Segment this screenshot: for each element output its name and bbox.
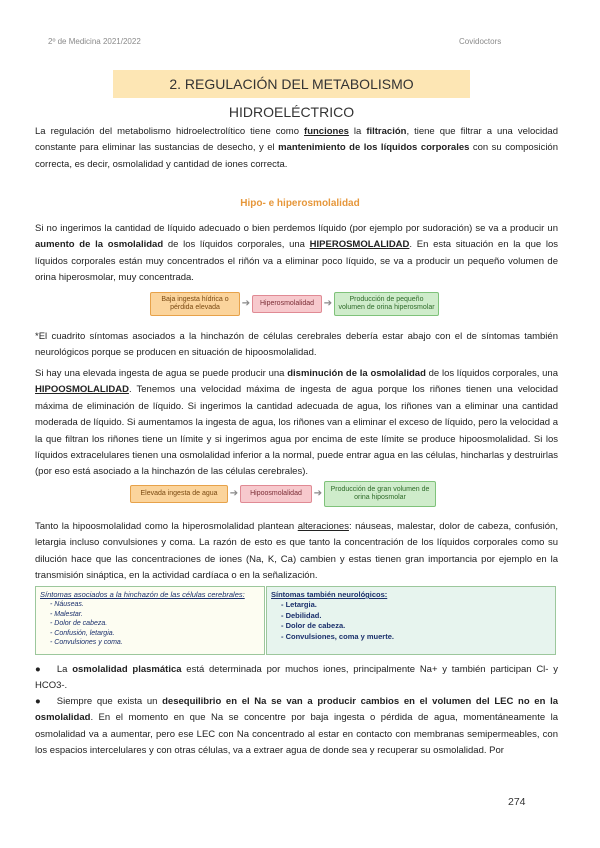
list-item: - Debilidad.: [281, 611, 555, 622]
page-title: 2. REGULACIÓN DEL METABOLISMO HIDROELÉCTRICO: [113, 70, 470, 98]
flow-box-low-intake: Baja ingesta hídrica o pérdida elevada: [150, 292, 240, 316]
intro-paragraph: La regulación del metabolismo hidroelectrolítico tiene como funciones la filtración, tiene que filtrar a una velocidad constante para eliminar las sustancias de desecho, y el mantenimiento de los líquidos corporales con su composición correcta, es decir, osmolalidad y cantidad de iones correcta.: [35, 126, 559, 170]
arrow-icon: ➔: [229, 488, 239, 499]
alterations-paragraph: Tanto la hipoosmolalidad como la hiperosmolalidad plantean alteraciones: náuseas, malestar, dolor de cabeza, confusión, letargia incluso convulsiones y coma. La razón de esto es que tanto la concentración de los líquidos corporales como su dilución hace que las concentraciones de iones (Na, K, Ca) cambien y estas tienen gran importancia por ejemplo en la transmisión sináptica, en la actividad cardíaca o en la señalización.: [35, 521, 558, 582]
symptoms-neurological-box: [266, 586, 556, 655]
list-item: - Malestar.: [50, 610, 264, 620]
list-item: - Letargia.: [281, 600, 555, 611]
list-item: - Convulsiones y coma.: [50, 638, 264, 648]
flow-box-small-volume: Producción de pequeño volumen de orina hiperosmolar: [334, 292, 439, 316]
arrow-icon: ➔: [313, 488, 323, 499]
header-course: 2º de Medicina 2021/2022: [48, 37, 141, 46]
list-item: - Náuseas.: [50, 600, 264, 610]
flow-diagram-hypo: [130, 481, 436, 507]
list-item: - Convulsiones, coma y muerte.: [281, 632, 555, 643]
bullet-na-imbalance: ● Siempre que exista un desequilibrio en el Na se van a producir cambios en el volumen del LEC no en la osmolalidad. En el momento en que Na se concentre por baja ingesta o pérdida de agua, momentáneamente la osmolalidad va a aumentar, pero ese LEC con Na concentrado al estar en contacto con membranas semipermeables, con los espacios intercelulares y con otras células, va a extraer agua de donde sea y recuperar su osmolalidad. Por: [35, 696, 558, 757]
arrow-icon: ➔: [241, 298, 251, 309]
bullet-icon: ●: [35, 664, 43, 675]
symptoms-brain-swelling-box: [35, 586, 265, 655]
symptoms-brain-header: Síntomas asociados a la hinchazón de las células cerebrales:: [40, 590, 245, 599]
header-author: Covidoctors: [459, 37, 502, 46]
bullet-icon: ●: [35, 696, 43, 707]
section-title: Hipo- e hiperosmolalidad: [240, 198, 360, 209]
page-number: 274: [508, 796, 526, 808]
hyper-paragraph: Si no ingerimos la cantidad de líquido adecuado o bien perdemos líquido (por ejemplo por sudoración) se va a producir un aumento de la osmolalidad de los líquidos corporales, una HIPEROSMOLALIDAD. En esta situación en la que los líquidos corporales están muy concentrados el riñón va a eliminar poco líquido, se va a producir un pequeño volumen de orina hiperosmolar, muy concentrada.: [35, 223, 558, 284]
list-item: - Dolor de cabeza.: [281, 621, 555, 632]
flow-box-hyperosmolality: Hiperosmolalidad: [252, 295, 322, 313]
symptoms-neuro-header: Síntomas también neurológicos:: [271, 590, 388, 599]
list-item: - Confusión, letargia.: [50, 629, 264, 639]
flow-box-large-volume: Producción de gran volumen de orina hiposmolar: [324, 481, 436, 507]
list-item: - Dolor de cabeza.: [50, 619, 264, 629]
hypo-paragraph: Si hay una elevada ingesta de agua se puede producir una disminución de la osmolalidad de los líquidos corporales, una HIPOOSMOLALIDAD. Tenemos una velocidad máxima de ingesta de agua porque los riñones tienen una velocidad máxima de eliminación de líquido. Si ingerimos la cantidad adecuada de agua, los riñones van a eliminar una cantidad moderada de líquido. Si aumentamos la ingesta de agua, los riñones van a eliminar el exceso de líquido, pero la velocidad a la que filtran los riñones tiene un límite y si ingerimos agua por encima de este límite se produce hipoosmolalidad. Si los líquidos extracelulares tienen una osmolalidad inferior a la normal, puede entrar agua en las células, hincharlas y destruirlas (por eso está asociado a la hinchazón de las células cerebrales).: [35, 368, 558, 478]
flow-box-high-intake: Elevada ingesta de agua: [130, 485, 228, 503]
arrow-icon: ➔: [323, 298, 333, 309]
note-paragraph: *El cuadrito síntomas asociados a la hinchazón de células cerebrales debería estar abajo con el de síntomas también neurológicos porque se producen en situación de hipoosmolalidad.: [35, 331, 558, 359]
flow-diagram-hyper: [150, 292, 439, 316]
flow-box-hypoosmolality: Hipoosmolalidad: [240, 485, 312, 503]
bullet-plasma-osmolality: ● La osmolalidad plasmática está determinada por muchos iones, principalmente Na+ y también participan Cl- y HCO3-.: [35, 664, 558, 692]
